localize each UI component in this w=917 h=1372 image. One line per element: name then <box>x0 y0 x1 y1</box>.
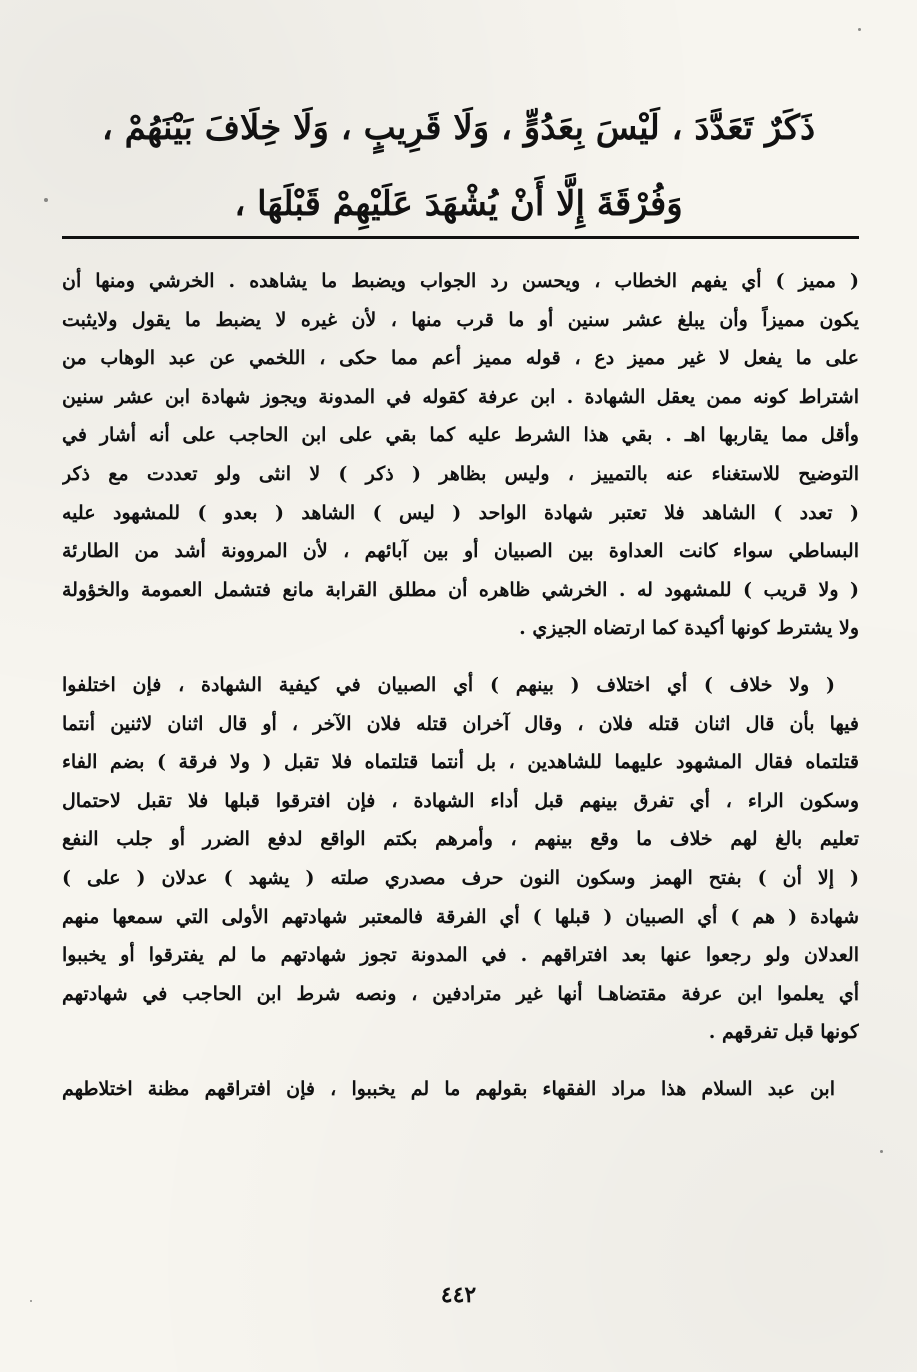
ink-speck <box>880 1150 883 1153</box>
commentary-line: وسكون الراء ، أي تفرق بينهم قبل أداء الشهادة ، فإن افترقوا قبلها فلا تقبل لاحتمال <box>62 789 859 812</box>
ink-speck <box>30 1300 32 1302</box>
commentary-line: ( مميز ) أي يفهم الخطاب ، ويحسن رد الجواب ويضبط ما يشاهده . الخرشي ومنها أن <box>62 270 859 292</box>
ink-speck <box>858 28 861 31</box>
commentary-paragraph-1 <box>62 262 859 648</box>
commentary-line: البساطي سواء كانت العداوة بين الصبيان أو بين آبائهم ، لأن المروونة أشد من الطارئة <box>62 540 859 563</box>
commentary-line: وأقل مما يقاربها اهـ . بقي هذا الشرط عليه كما بقي على ابن الحاجب على أنه أشار في <box>62 424 859 447</box>
page-number: ٤٤٢ <box>440 1282 477 1308</box>
matn-text <box>60 90 857 242</box>
commentary-line: ابن عبد السلام هذا مراد الفقهاء بقولهم ما لم يخببوا ، فإن افتراقهم مظنة اختلاطهم <box>62 1077 835 1100</box>
commentary-line: كونها قبل تفرقهم . <box>708 1021 859 1044</box>
commentary-line: فيها بأن قال اثنان قتله فلان ، وقال آخران قتله فلان الآخر ، أو قال اثنان لاثنين أنتما <box>62 712 859 735</box>
commentary-paragraph-3 <box>62 1070 859 1109</box>
commentary-line: يكون مميزاً وأن يبلغ عشر سنين أو ما قرب منها ، لأن غيره لا يضبط ما يقول ولايثبت <box>62 308 859 331</box>
commentary-line: التوضيح للاستغناء عنه بالتمييز ، وليس بظاهر ( ذكر ) لا انثى ولو تعددت مع ذكر <box>62 462 859 485</box>
commentary-line: أي يعلموا ابن عرفة مقتضاهـا أنها غير مترادفين ، ونصه شرط ابن الحاجب في شهادتهم <box>62 982 859 1005</box>
sharh-commentary <box>62 262 859 1108</box>
commentary-line: اشتراط كونه ممن يعقل الشهادة . ابن عرفة كقوله في المدونة ويجوز شهادة ابن عشر سنين <box>62 385 859 408</box>
commentary-line: ( إلا أن ) بفتح الهمز وسكون النون حرف مصدري صلته ( يشهد ) عدلان ( على ) <box>62 866 859 889</box>
commentary-line: العدلان ولو رجعوا عنها بعد افتراقهم . في المدونة تجوز شهادتهم ما لم يفترقوا أو يخببوا <box>62 944 859 967</box>
commentary-line: ( ولا خلاف ) أي اختلاف ( بينهم ) أي الصبيان في كيفية الشهادة ، فإن اختلفوا <box>62 673 835 696</box>
commentary-line: ولا يشترط كونها أكيدة كما ارتضاه الجيزي . <box>519 617 859 640</box>
commentary-line: ( تعدد ) الشاهد فلا تعتبر شهادة الواحد ( ليس ) الشاهد ( بعدو ) للمشهود عليه <box>62 501 859 524</box>
commentary-line: ( ولا قريب ) للمشهود له . الخرشي ظاهره أن مطلق القرابة مانع فتشمل العمومة والخؤولة <box>62 578 859 601</box>
commentary-line: على ما يفعل لا غير مميز دع ، قوله مميز أعم مما حكى ، اللخمي عن عبد الوهاب من <box>62 347 859 370</box>
ink-speck <box>44 198 48 202</box>
commentary-line: شهادة ( هم ) أي الصبيان ( قبلها ) أي الفرقة فالمعتبر شهادتهم الأولى التي سمعها منهم <box>62 905 859 928</box>
matn-line-2: وَفُرْقَةَ إِلَّا أَنْ يُشْهَدَ عَلَيْهِمْ قَبْلَهَا ، <box>234 184 683 224</box>
commentary-line: قتلتماه فقال المشهود عليهما للشاهدين ، بل أنتما قتلتماه فلا تقبل ( ولا فرقة ) بضم الفاء <box>62 751 859 774</box>
commentary-paragraph-2 <box>62 666 859 1052</box>
commentary-line: تعليم بالغ لهم خلاف ما وقع بينهم ، وأمرهم بكتم الواقع لدفع الضرر أو جلب النفع <box>62 828 859 851</box>
separator-rule <box>62 236 859 239</box>
matn-line-1: ذَكَرٌ تَعَدَّدَ ، لَيْسَ بِعَدُوٍّ ، وَلَا قَرِيبٍ ، وَلَا خِلَافَ بَيْنَهُمْ ، <box>101 108 816 148</box>
